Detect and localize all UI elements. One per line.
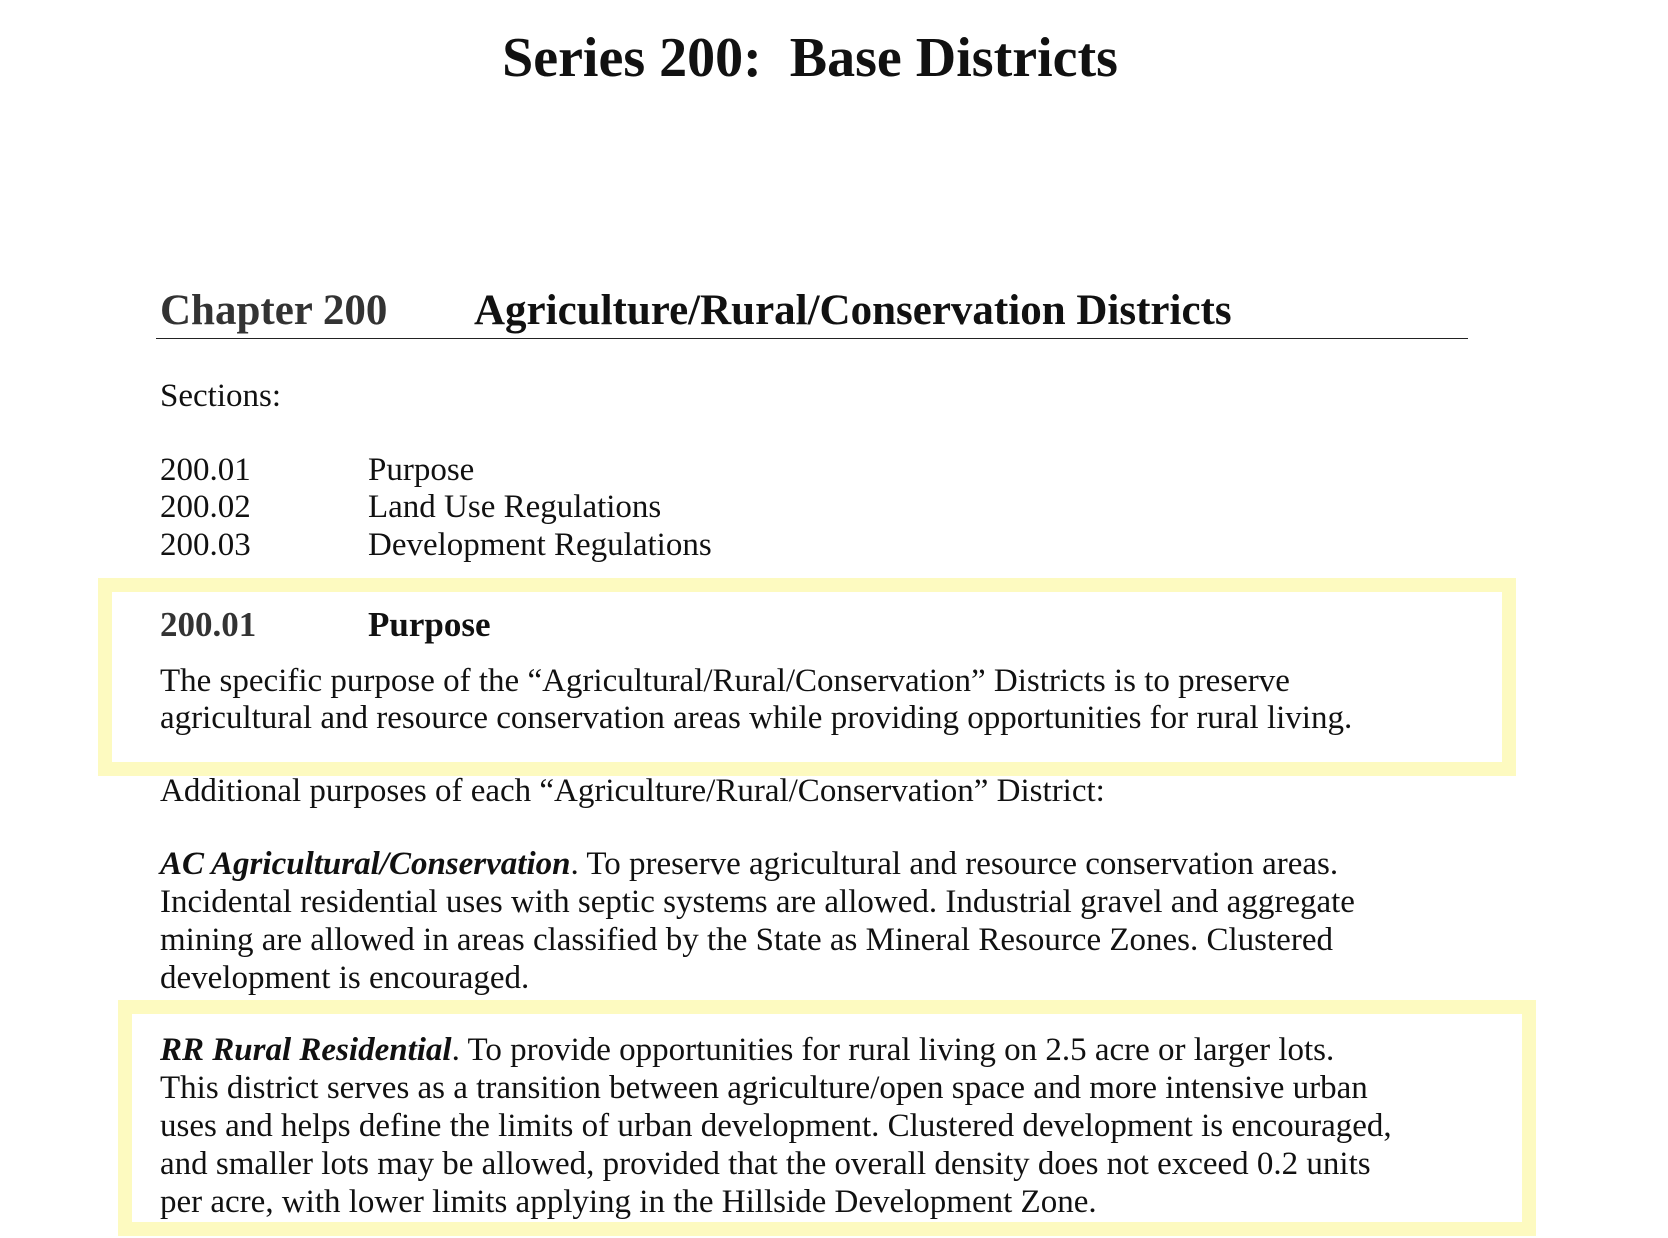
rr-line: per acre, with lower limits applying in the Hillside Development Zone. [160,1184,1097,1220]
ac-line: mining are allowed in areas classified by the State as Mineral Resource Zones. Clustered [160,922,1333,958]
purpose-line: The specific purpose of the “Agricultural/Rural/Conservation” Districts is to preserve [160,663,1290,699]
section-number: 200.03 [160,527,251,563]
sections-label: Sections: [160,378,281,414]
chapter-title: Agriculture/Rural/Conservation Districts [474,287,1232,334]
section-name: Purpose [368,452,475,488]
ac-line: development is encouraged. [160,960,530,996]
rr-line1-rest: . To provide opportunities for rural living on 2.5 acre or larger lots. [451,1032,1335,1068]
purpose-section-number: 200.01 [160,605,257,644]
section-number: 200.01 [160,452,251,488]
ac-line: Incidental residential uses with septic systems are allowed. Industrial gravel and aggregate [160,884,1355,920]
additional-purposes-intro: Additional purposes of each “Agriculture/Rural/Conservation” District: [160,773,1105,809]
purpose-line: agricultural and resource conservation areas while providing opportunities for rural living. [160,700,1353,736]
chapter-number: Chapter 200 [160,287,388,334]
rr-line: This district serves as a transition between agriculture/open space and more intensive urban [160,1070,1368,1106]
chapter-rule [156,338,1468,339]
ac-term: AC Agricultural/Conservation [160,846,571,882]
section-name: Development Regulations [368,527,712,563]
ac-line [160,846,1460,884]
rr-term: RR Rural Residential [160,1032,452,1068]
section-number: 200.02 [160,489,251,525]
series-title: Series 200: Base Districts [502,27,1118,89]
rr-line: and smaller lots may be allowed, provided that the overall density does not exceed 0.2 units [160,1146,1371,1182]
rr-line [160,1032,1460,1070]
ac-line1-rest: . To preserve agricultural and resource conservation areas. [570,846,1339,882]
purpose-heading: Purpose [368,605,491,644]
section-name: Land Use Regulations [368,489,662,525]
rr-line: uses and helps define the limits of urban development. Clustered development is encouraged, [160,1108,1392,1144]
